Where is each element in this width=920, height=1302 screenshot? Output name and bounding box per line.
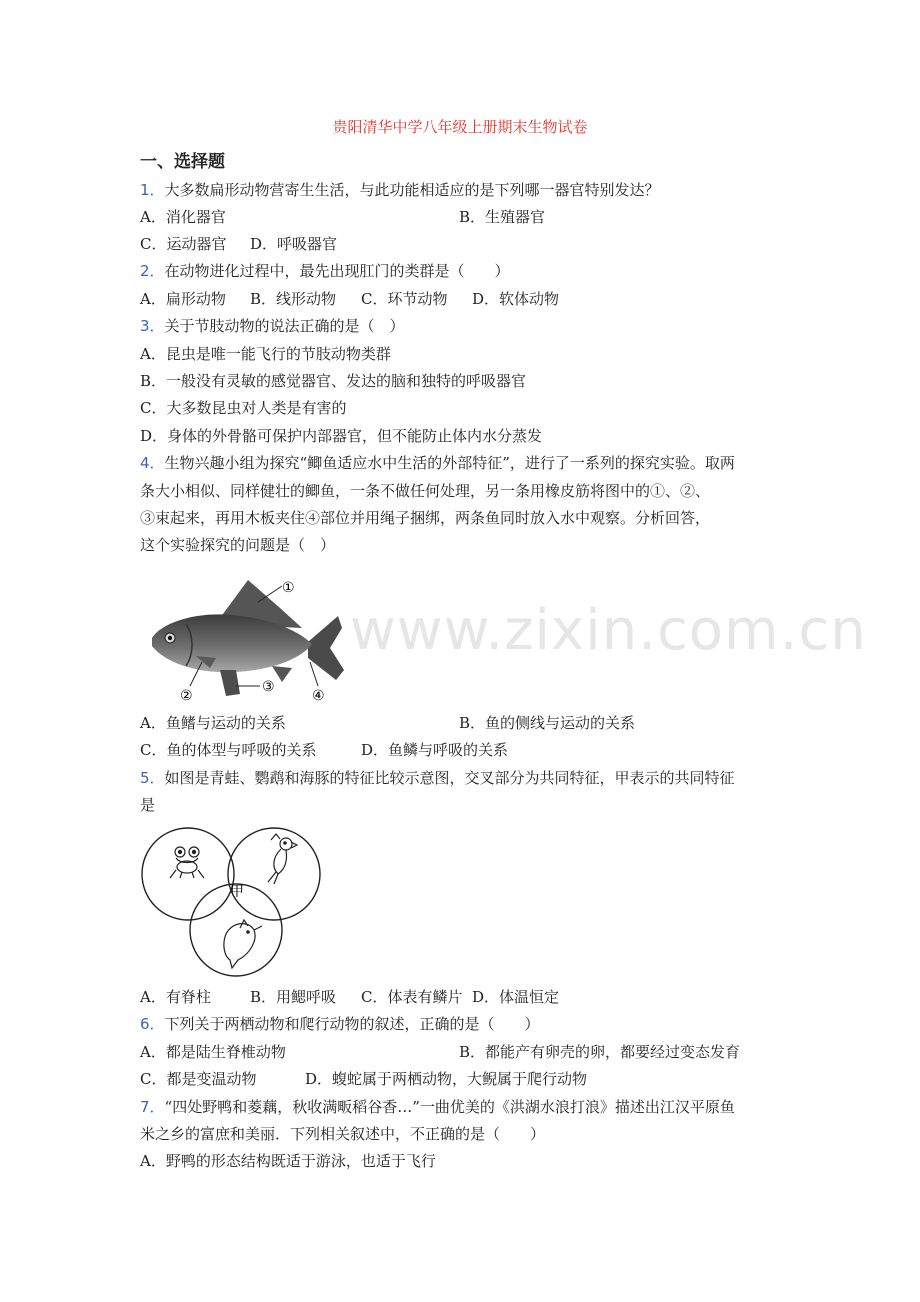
q2-option-d: D．软体动物 [472, 290, 560, 308]
q2-option-c: C．环节动物 [361, 290, 448, 308]
watermark: www.zixin.com.cn [350, 598, 867, 663]
question-7-stem-line-2: 米之乡的富庶和美丽．下列相关叙述中，不正确的是（ ） [140, 1125, 546, 1143]
q4-option-d: D．鱼鳞与呼吸的关系 [361, 741, 509, 759]
q5-option-b: B．用鳃呼吸 [250, 988, 337, 1006]
q5-option-d: D．体温恒定 [472, 988, 560, 1006]
q1-option-b: B．生殖器官 [459, 208, 546, 226]
fish-label-4: ④ [312, 688, 325, 704]
q3-option-c: C．大多数昆虫对人类是有害的 [140, 399, 347, 417]
fish-label-3: ③ [262, 679, 275, 695]
q6-option-c: C．都是变温动物 [140, 1070, 257, 1088]
q6-option-a: A．都是陆生脊椎动物 [140, 1043, 286, 1061]
q4-option-a: A．鱼鳍与运动的关系 [140, 714, 286, 732]
question-4-stem-line-3: ③束起来，再用木板夹住④部位并用绳子捆绑，两条鱼同时放入水中观察。分析回答， [140, 509, 711, 527]
q1-option-d: D．呼吸器官 [250, 235, 338, 253]
tail-fin-shape [308, 616, 344, 680]
pelvic-fin-shape [220, 670, 240, 696]
venn-diagram [140, 822, 340, 980]
fish-figure [140, 570, 370, 710]
q6-option-d: D．蝮蛇属于两栖动物，大鲵属于爬行动物 [305, 1070, 588, 1088]
question-4-stem-line-1: 4．生物兴趣小组为探究“鲫鱼适应水中生活的外部特征”，进行了一系列的探究实验。取两 [140, 454, 735, 472]
section-heading: 一、选择题 [140, 152, 225, 172]
venn-label-jia: 甲 [230, 884, 244, 900]
frog-icon [170, 847, 204, 878]
question-7-stem-line-1: 7．“四处野鸭和菱藕，秋收满畈稻谷香…”一曲优美的《洪湖水浪打浪》描述出江汉平原鱼 [140, 1098, 735, 1116]
q3-option-a: A．昆虫是唯一能飞行的节肢动物类群 [140, 345, 391, 363]
q2-option-a: A．扁形动物 [140, 290, 226, 308]
question-5-stem-line-1: 5．如图是青蛙、鹦鹉和海豚的特征比较示意图，交叉部分为共同特征，甲表示的共同特征 [140, 769, 735, 787]
q3-option-d: D．身体的外骨骼可保护内部器官，但不能防止体内水分蒸发 [140, 427, 543, 445]
question-6-stem: 6．下列关于两栖动物和爬行动物的叙述，正确的是（ ） [140, 1015, 540, 1033]
dolphin-icon [224, 920, 262, 968]
question-5-stem-line-2: 是 [140, 796, 156, 814]
q6-option-b: B．都能产有卵壳的卵，都要经过变态发育 [459, 1043, 741, 1061]
fish-label-1: ① [282, 580, 295, 596]
question-2-stem: 2．在动物进化过程中，最先出现肛门的类群是（ ） [140, 262, 510, 280]
parrot-icon [268, 834, 297, 884]
q7-option-a: A．野鸭的形态结构既适于游泳，也适于飞行 [140, 1152, 436, 1170]
q4-option-b: B．鱼的侧线与运动的关系 [459, 714, 636, 732]
q5-option-c: C．体表有鳞片 [361, 988, 463, 1006]
q4-option-c: C．鱼的体型与呼吸的关系 [140, 741, 317, 759]
question-4-stem-line-4: 这个实验探究的问题是（ ） [140, 536, 336, 554]
question-4-stem-line-2: 条大小相似、同样健壮的鲫鱼，一条不做任何处理，另一条用橡皮筋将图中的①、②、 [140, 482, 711, 500]
q2-option-b: B．线形动物 [250, 290, 337, 308]
document-title: 贵阳清华中学八年级上册期末生物试卷 [332, 118, 588, 136]
question-1-stem: 1．大多数扁形动物营寄生生活，与此功能相适应的是下列哪一器官特别发达？ [140, 181, 660, 199]
anal-fin-shape [272, 666, 292, 682]
q5-option-a: A．有脊柱 [140, 988, 211, 1006]
q1-option-a: A．消化器官 [140, 208, 226, 226]
q1-option-c: C．运动器官 [140, 235, 227, 253]
question-3-stem: 3．关于节肢动物的说法正确的是（ ） [140, 317, 405, 335]
q3-option-b: B．一般没有灵敏的感觉器官、发达的脑和独特的呼吸器官 [140, 372, 527, 390]
fish-label-2: ② [180, 688, 193, 704]
